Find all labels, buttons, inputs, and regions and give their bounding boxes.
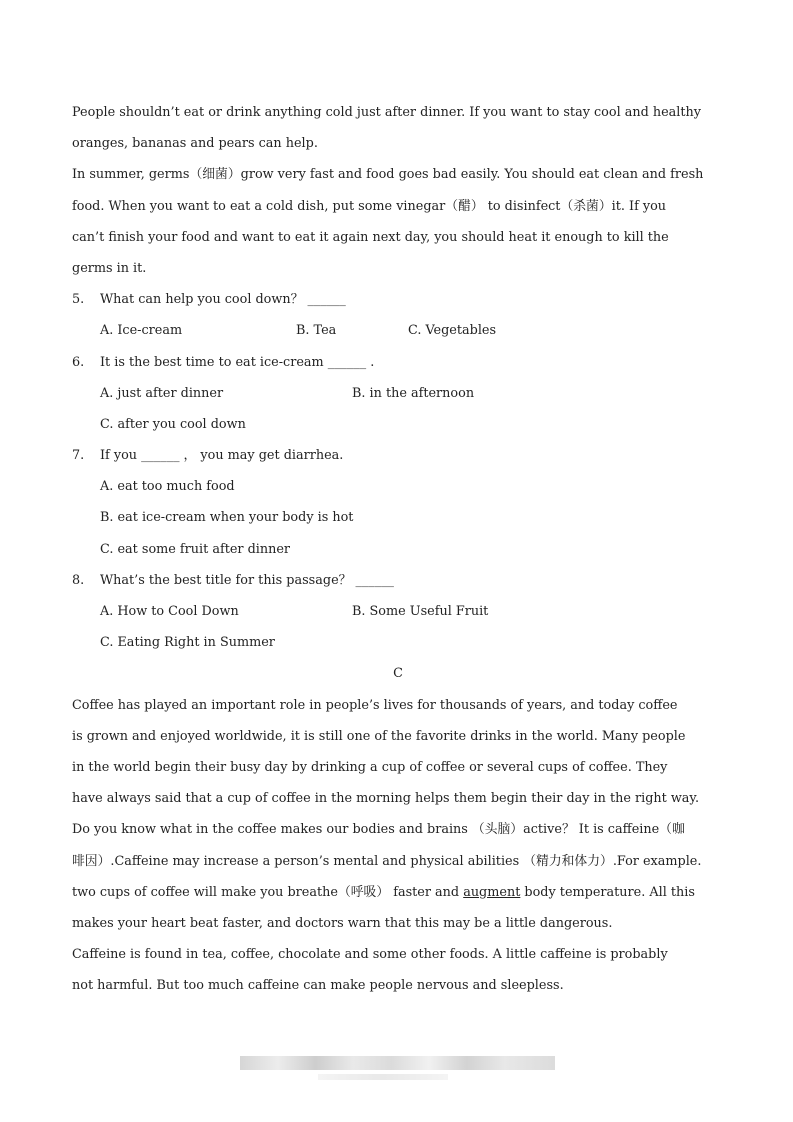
option-b: B. eat ice-cream when your body is hot	[100, 510, 354, 526]
question-text: What can help you cool down？ ______	[100, 292, 346, 308]
question-text: It is the best time to eat ice-cream ______ .	[100, 354, 375, 370]
passage-c-line-4: have always said that a cup of coffee in the morning helps them begin their day in the right way.	[72, 791, 700, 807]
question-6-options-row-1	[72, 378, 724, 409]
blurred-footer-subline	[318, 1074, 448, 1080]
passage-b-line-4: food. When you want to eat a cold dish, put some vinegar（醋） to disinfect（杀菌）it. If you	[72, 198, 667, 214]
passage-c-line-9: Caffeine is found in tea, coffee, chocolate and some other foods. A little caffeine is probably	[72, 947, 668, 963]
question-7	[72, 440, 724, 471]
question-text: What’s the best title for this passage？ ______	[100, 572, 394, 588]
passage-c-line-5: Do you know what in the coffee makes our bodies and brains （头脑）active？ It is caffeine（咖	[72, 822, 685, 838]
passage-c-line-3: in the world begin their busy day by drinking a cup of coffee or several cups of coffee. They	[72, 759, 668, 775]
option-b: B. Tea	[296, 323, 337, 339]
option-c: C. after you cool down	[100, 416, 246, 432]
passage-c-line-8: makes your heart beat faster, and doctors warn that this may be a little dangerous.	[72, 915, 613, 931]
passage-c-line-10: not harmful. But too much caffeine can make people nervous and sleepless.	[72, 978, 564, 994]
worksheet-page	[72, 97, 724, 1001]
passage-b-line-5: can’t finish your food and want to eat it again next day, you should heat it enough to kill the	[72, 229, 669, 245]
passage-b-line-2: oranges, bananas and pears can help.	[72, 136, 318, 152]
passage-b-line-1: People shouldn’t eat or drink anything cold just after dinner. If you want to stay cool and healthy	[72, 105, 702, 120]
question-8	[72, 565, 724, 596]
passage-c-line-1: Coffee has played an important role in people’s lives for thousands of years, and today coffee	[72, 697, 678, 713]
line-text: body temperature. All this	[520, 884, 695, 900]
question-number: 8.	[72, 572, 85, 588]
option-c: C. Vegetables	[408, 323, 497, 339]
option-a: A. just after dinner	[100, 385, 224, 401]
passage-c-line-6: 啡因）.Caffeine may increase a person’s mental and physical abilities （精力和体力）.For example.	[72, 853, 702, 869]
question-number: 7.	[72, 448, 85, 464]
passage-b-line-6: germs in it.	[72, 260, 147, 276]
passage-c-line-7	[72, 877, 724, 908]
option-b: B. in the afternoon	[352, 385, 475, 401]
underlined-word: augment	[463, 884, 521, 900]
blurred-footer-watermark	[240, 1056, 555, 1070]
question-number: 5.	[72, 292, 85, 308]
option-a: A. eat too much food	[100, 479, 235, 495]
question-8-options-row-2	[72, 627, 724, 658]
question-5-options	[72, 315, 724, 346]
option-a: A. Ice-cream	[100, 323, 183, 339]
option-c: C. eat some fruit after dinner	[100, 541, 291, 557]
passage-c-line-2: is grown and enjoyed worldwide, it is still one of the favorite drinks in the world. Many people	[72, 728, 686, 744]
passage-b-line-3: In summer, germs（细菌）grow very fast and food goes bad easily. You should eat clean and fresh	[72, 167, 704, 183]
question-text: If you ______ ， you may get diarrhea.	[100, 448, 344, 464]
question-number: 6.	[72, 354, 85, 370]
line-text: two cups of coffee will make you breathe（呼吸） faster and	[72, 884, 464, 900]
section-heading: C	[393, 666, 403, 682]
question-6-options-row-2	[72, 409, 724, 440]
question-6	[72, 347, 724, 378]
option-c: C. Eating Right in Summer	[100, 635, 275, 651]
option-a: A. How to Cool Down	[100, 604, 239, 619]
question-8-options-row-1	[72, 596, 724, 627]
option-b: B. Some Useful Fruit	[352, 604, 489, 619]
question-5	[72, 284, 724, 315]
